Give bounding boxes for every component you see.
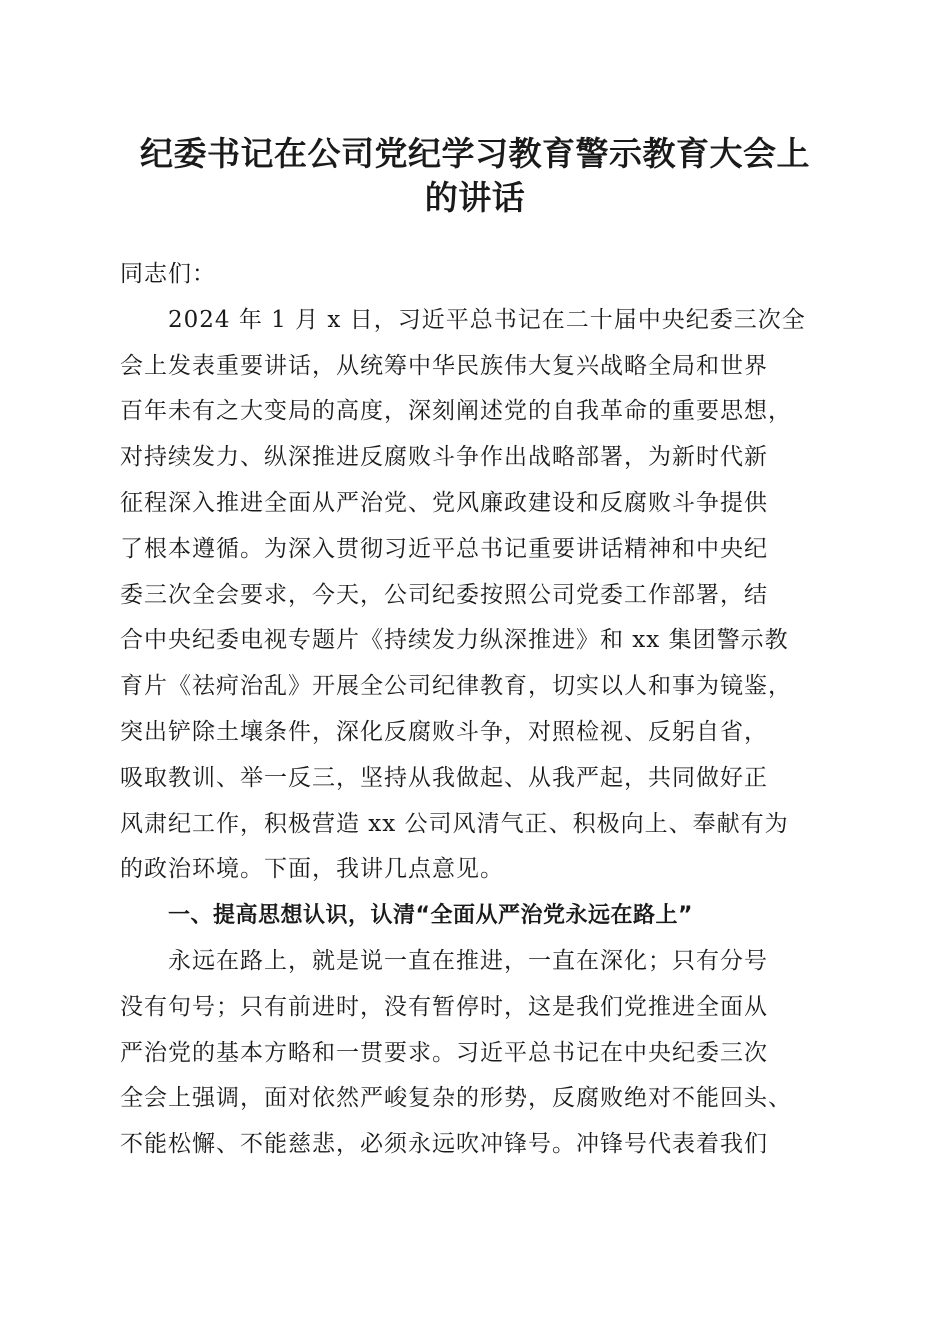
paragraph-line: 的政治环境。下面，我讲几点意见。 xyxy=(120,856,504,883)
paragraph-line: 对持续发力、纵深推进反腐败斗争作出战略部署，为新时代新 xyxy=(120,444,768,471)
title-line: 的讲话 xyxy=(424,178,526,217)
paragraph-line: 永远在路上，就是说一直在推进，一直在深化；只有分号 xyxy=(168,947,768,974)
title-line: 纪委书记在公司党纪学习教育警示教育大会上 xyxy=(140,134,810,173)
paragraph-line: 征程深入推进全面从严治党、党风廉政建设和反腐败斗争提供 xyxy=(120,489,768,516)
paragraph-line: 全会上强调，面对依然严峻复杂的形势，反腐败绝对不能回头、 xyxy=(120,1085,792,1112)
paragraph-line: 会上发表重要讲话，从统筹中华民族伟大复兴战略全局和世界 xyxy=(120,352,768,379)
paragraph-line: 委三次全会要求，今天，公司纪委按照公司党委工作部署，结 xyxy=(120,581,768,608)
section-heading: 一、提高思想认识，认清“全面从严治党永远在路上” xyxy=(168,903,693,929)
paragraph-line: 吸取教训、举一反三，坚持从我做起、从我严起，共同做好正 xyxy=(120,764,768,791)
paragraph-line: 合中央纪委电视专题片《持续发力纵深推进》和 xx 集团警示教 xyxy=(120,627,789,654)
paragraph-line: 风肃纪工作，积极营造 xx 公司风清气正、积极向上、奉献有为 xyxy=(120,810,789,837)
paragraph-line: 严治党的基本方略和一贯要求。习近平总书记在中央纪委三次 xyxy=(120,1039,768,1066)
document-body xyxy=(120,252,832,1168)
salutation: 同志们： xyxy=(120,261,216,287)
paragraph-line: 没有句号；只有前进时，没有暂停时，这是我们党推进全面从 xyxy=(120,993,768,1020)
paragraph-line: 育片《祛疴治乱》开展全公司纪律教育，切实以人和事为镜鉴， xyxy=(120,673,792,700)
paragraph-line: 了根本遵循。为深入贯彻习近平总书记重要讲话精神和中央纪 xyxy=(120,535,768,562)
paragraph-1 xyxy=(120,298,832,893)
paragraph-line: 不能松懈、不能慈悲，必须永远吹冲锋号。冲锋号代表着我们 xyxy=(120,1131,768,1158)
paragraph-2 xyxy=(120,939,832,1168)
document-title xyxy=(100,132,850,220)
paragraph-line: 2024 年 1 月 x 日，习近平总书记在二十届中央纪委三次全 xyxy=(168,306,806,333)
paragraph-line: 百年未有之大变局的高度，深刻阐述党的自我革命的重要思想， xyxy=(120,398,792,425)
paragraph-line: 突出铲除土壤条件，深化反腐败斗争，对照检视、反躬自省， xyxy=(120,718,768,745)
